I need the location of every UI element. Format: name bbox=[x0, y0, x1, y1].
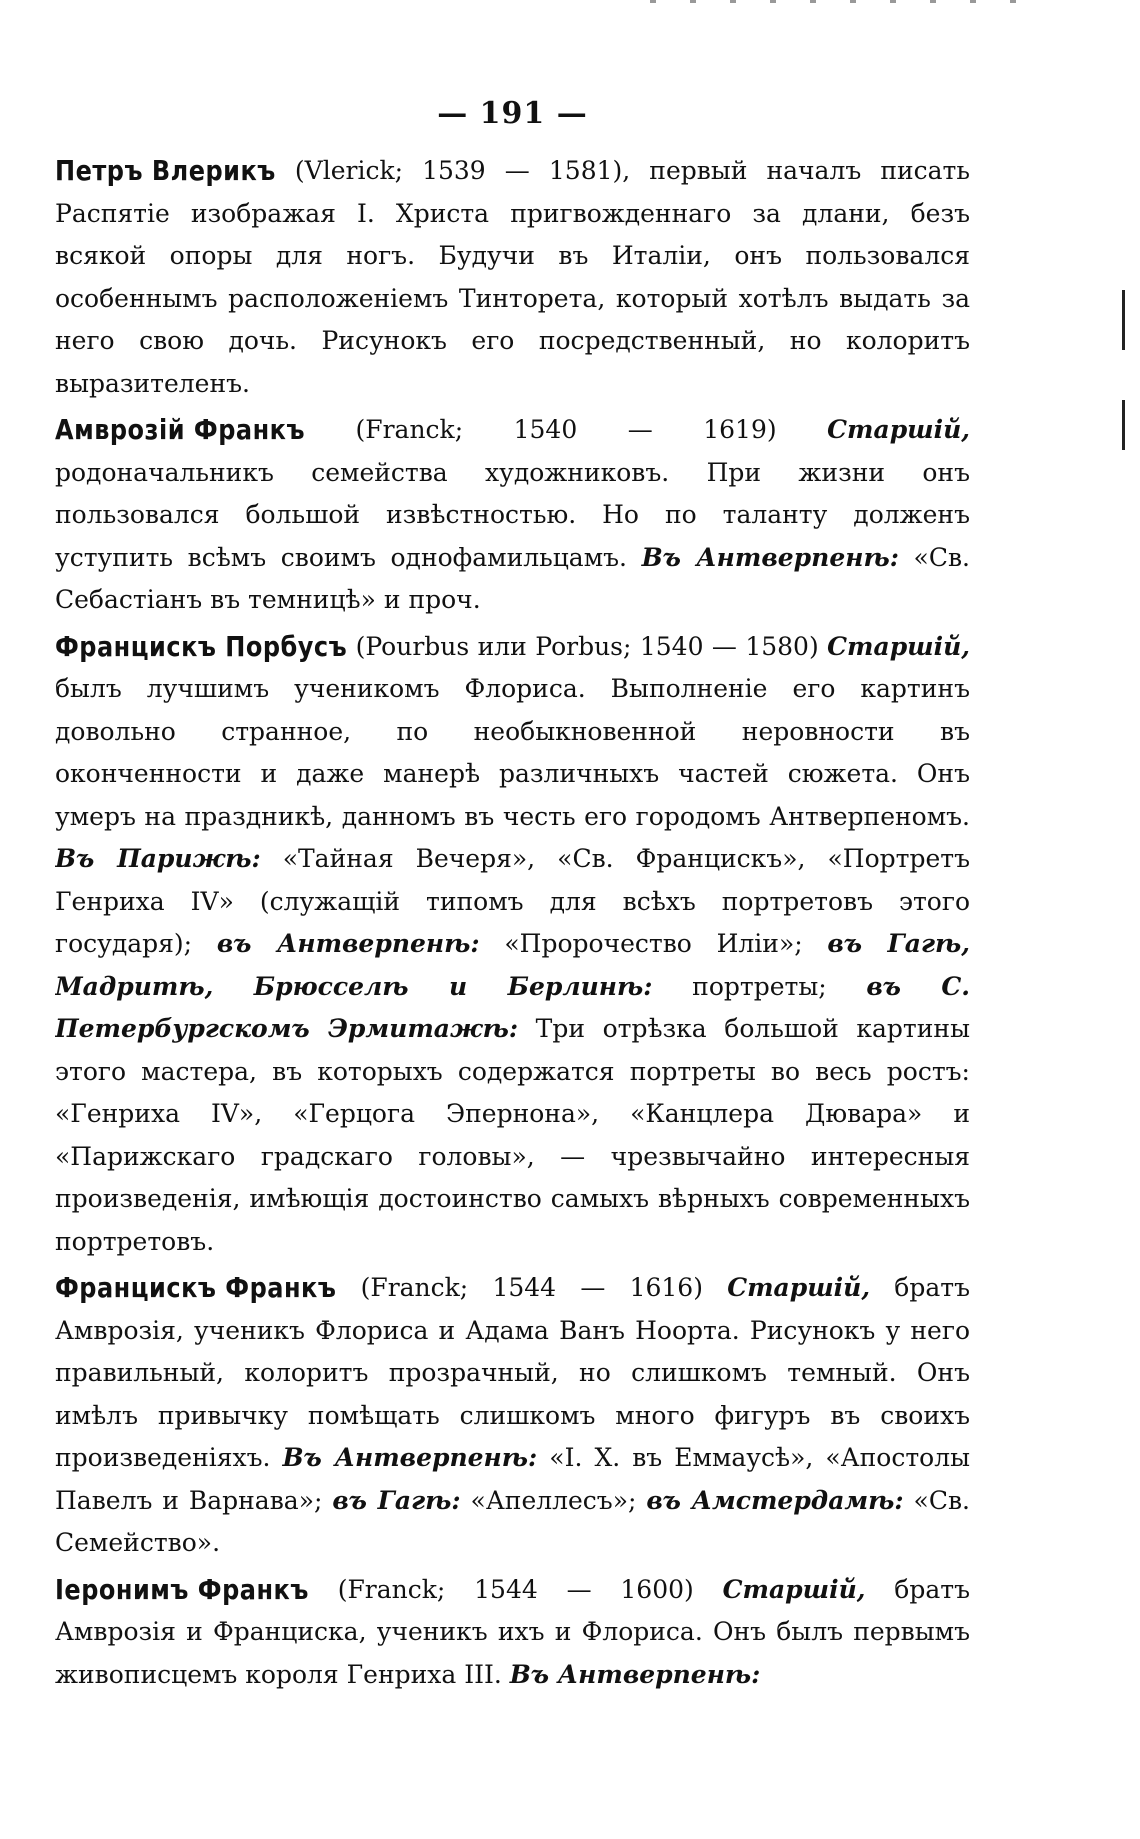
page-body bbox=[55, 88, 970, 1808]
entry-name: Францискъ Порбусъ bbox=[55, 630, 348, 663]
entry-text: «Тайная Вечеря», «Св. Францискъ», «Портретъ Генриха IV» (служащій типомъ для всѣхъ портретовъ этого государя); bbox=[55, 844, 970, 958]
entry-text: родоначальникъ семейства художниковъ. При жизни онъ пользовался большой извѣстностью. Но по таланту долженъ уступить всѣмъ своимъ однофамильцамъ. bbox=[55, 457, 970, 572]
entry-text: (Pourbus или Porbus; 1540 — 1580) bbox=[347, 631, 828, 661]
entry-text: «Св. Семейство». bbox=[55, 1485, 970, 1557]
entry-text: братъ Амврозія и Франциска, ученикъ ихъ и Флориса. Онъ былъ первымъ живописцемъ короля Генриха III. bbox=[55, 1574, 970, 1689]
entry-ambrosius-franck bbox=[55, 409, 970, 622]
scan-edge-line bbox=[1122, 290, 1125, 350]
entry-text: «Апеллесъ»; bbox=[460, 1485, 647, 1515]
scan-edge-mark bbox=[650, 0, 1050, 3]
entry-italic: въ Антверпенѣ: bbox=[216, 929, 480, 958]
entry-italic: Старшій, bbox=[827, 415, 970, 444]
entry-italic: Въ Антверпенѣ: bbox=[509, 1659, 761, 1689]
entry-italic: Старшій, bbox=[727, 1273, 871, 1302]
entry-name: Петръ Влерикъ bbox=[55, 154, 276, 188]
entry-name: Францискъ Франкъ bbox=[55, 1271, 337, 1305]
entry-text: «Св. Себастіанъ въ темницѣ» и проч. bbox=[55, 542, 970, 614]
entry-text: (Franck; 1540 — 1619) bbox=[304, 415, 828, 444]
entry-hieronymus-franck bbox=[55, 1569, 970, 1697]
entry-text: (Vlerick; 1539 — 1581), первый началъ писать Распятіе изображая І. Христа пригвожденнаго за длани, безъ всякой опоры для ногъ. Будучи въ Италіи, онъ пользовался особеннымъ расположеніемъ Тинторета, который хотѣлъ выдать за него свою дочь. Рисунокъ его посредственный, но колоритъ выразителенъ. bbox=[55, 156, 970, 398]
entry-pourbus bbox=[55, 626, 970, 1264]
entry-text: «І. Х. въ Еммаусѣ», «Апостолы Павелъ и Варнава»; bbox=[55, 1443, 970, 1515]
entry-italic: Старшій, bbox=[827, 631, 970, 661]
entry-italic: Старшій, bbox=[722, 1574, 866, 1604]
scan-edge-line bbox=[1122, 400, 1125, 450]
entry-frans-franck bbox=[55, 1267, 970, 1565]
entry-italic: въ Амстердамѣ: bbox=[646, 1485, 904, 1515]
entry-text: портреты; bbox=[652, 971, 867, 1001]
entry-name: Амврозій Франкъ bbox=[55, 413, 305, 447]
entry-italic: въ Гагѣ, Мадритѣ, Брюсселѣ и Берлинѣ: bbox=[55, 929, 970, 1001]
entry-text: братъ Амврозія, ученикъ Флориса и Адама Ванъ Ноорта. Рисунокъ у него правильный, колоритъ прозрачный, но слишкомъ темный. Онъ имѣлъ привычку помѣщать слишкомъ много фигуръ въ своихъ произведеніяхъ. bbox=[55, 1273, 970, 1472]
entry-italic: Въ Парижѣ: bbox=[55, 844, 261, 873]
entry-italic: въ Гагѣ: bbox=[332, 1485, 461, 1515]
page-number: — 191 — bbox=[437, 96, 588, 131]
entry-italic: Въ Антверпенѣ: bbox=[282, 1443, 538, 1472]
entry-text: былъ лучшимъ ученикомъ Флориса. Выполненіе его картинъ довольно странное, по необыкновенной неровности въ оконченности и даже манерѣ различныхъ частей сюжета. Онъ умеръ на праздникѣ, данномъ въ честь его городомъ Антверпеномъ. bbox=[55, 674, 970, 831]
entry-vlerick bbox=[55, 150, 970, 405]
entry-italic: Въ Антверпенѣ: bbox=[641, 542, 899, 572]
entry-name: Іеронимъ Франкъ bbox=[55, 1573, 309, 1606]
entry-text: Три отрѣзка большой картины этого мастера, въ которыхъ содержатся портреты во весь ростъ: «Генриха IV», «Герцога Эпернона», «Канцлера Дювара» и «Парижскаго градскаго головы», — чрезвычайно интересныя произведенія, имѣющія достоинство самыхъ вѣрныхъ современныхъ портретовъ. bbox=[55, 1014, 970, 1256]
entry-text: «Пророчество Иліи»; bbox=[479, 929, 828, 958]
entry-italic: въ С. Петербургскомъ Эрмитажѣ: bbox=[55, 971, 970, 1043]
entry-text: (Franck; 1544 — 1600) bbox=[308, 1574, 723, 1604]
entry-text: (Franck; 1544 — 1616) bbox=[336, 1273, 728, 1302]
